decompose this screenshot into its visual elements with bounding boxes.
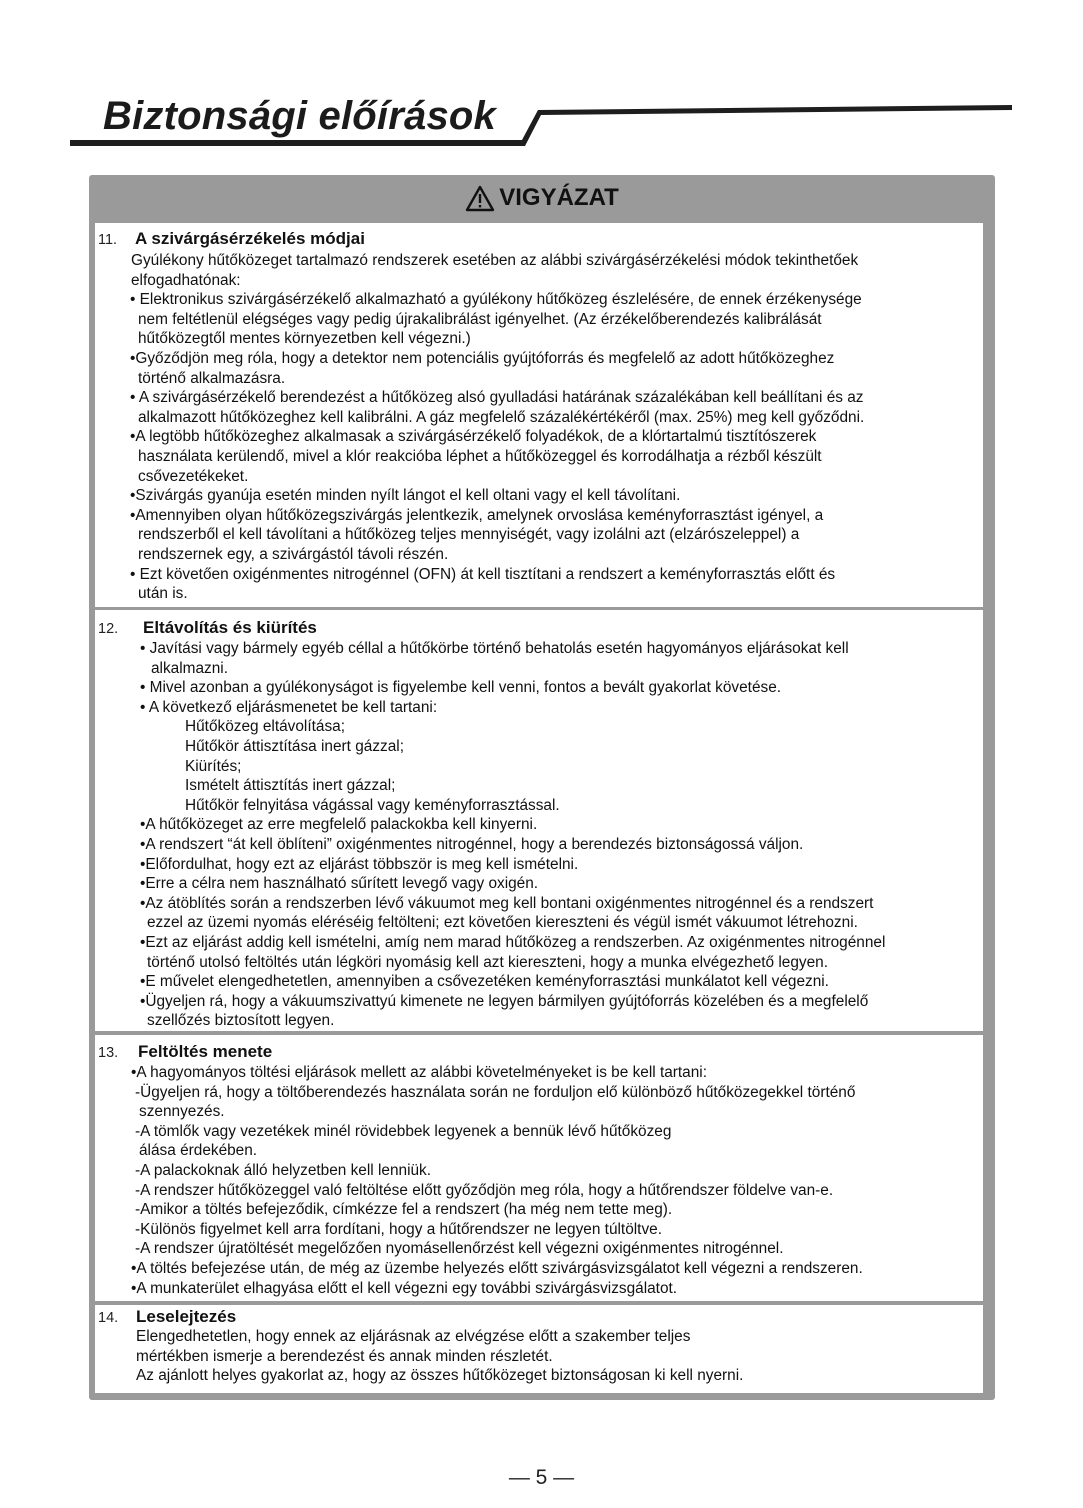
- text-line: -Ügyeljen rá, hogy a töltőberendezés használata során ne forduljon elő különböző hűtőközegekkel történő: [135, 1083, 856, 1101]
- text-line: alkalmazott hűtőközeghez kell kalibrálni. A gáz megfelelő százalékértékéről (max. 25%) meg kell győződni.: [138, 408, 865, 426]
- section-title: Feltöltés menete: [138, 1042, 273, 1061]
- text-line: •A töltés befejezése után, de még az üzembe helyezés előtt szivárgásvizsgálatot kell végezni a rendszeren.: [131, 1259, 863, 1277]
- section-number: 14.: [98, 1310, 119, 1326]
- text-line: •Ezt az eljárást addig kell ismételni, amíg nem marad hűtőközeg a rendszerben. Az oxigénmentes nitrogénnel: [140, 933, 886, 951]
- text-line: • A szivárgásérzékelő berendezést a hűtőközeg alsó gyulladási határának százalékában kell beállítani és az: [130, 389, 864, 407]
- text-line: elfogadhatónak:: [131, 271, 241, 289]
- text-line: Hűtőkör áttisztítása inert gázzal;: [185, 737, 404, 755]
- warning-triangle-icon: [465, 185, 495, 212]
- text-line: Hűtőkör felnyitása vágással vagy keményforrasztással.: [185, 796, 560, 814]
- section-number: 11.: [98, 232, 118, 248]
- page-number: — 5 —: [508, 1466, 575, 1489]
- title-underline: [0, 0, 1083, 160]
- text-line: •Ügyeljen rá, hogy a vákuumszivattyú kimenete ne legyen bármilyen gyújtóforrás közelében és a megfelelő: [140, 992, 869, 1010]
- text-line: történő utolsó feltöltés után légköri nyomásig kell azt kiereszteni, hogy a munka elvégezhető legyen.: [147, 953, 828, 971]
- text-line: -A palackoknak álló helyzetben kell lenniük.: [135, 1161, 432, 1179]
- page-title: Biztonsági előírások: [103, 94, 496, 138]
- text-line: •Erre a célra nem használható sűrített levegő vagy oxigén.: [140, 875, 539, 893]
- text-line: • Javítási vagy bármely egyéb céllal a hűtőkörbe történő behatolás esetén hagyományos eljárásokat kell: [140, 640, 849, 657]
- text-line: -A rendszer hűtőközeggel való feltöltése előtt győződjön meg róla, hogy a hűtőrendszer földelve van-e.: [135, 1181, 834, 1199]
- text-line: Gyúlékony hűtőközeget tartalmazó rendszerek esetében az alábbi szivárgásérzékelési módok tekinthetőek: [131, 252, 859, 269]
- text-line: ezzel az üzemi nyomás eléréséig feltölteni; ezt követően kiereszteni és végül ismét vákuumot létrehozni.: [147, 914, 858, 932]
- text-line: •A rendszert “át kell öblíteni” oxigénmentes nitrogénnel, hogy a berendezés biztonságossá váljon.: [140, 835, 804, 853]
- text-line: •Győződjön meg róla, hogy a detektor nem potenciális gyújtóforrás és megfelelő az adott hűtőközeghez: [130, 349, 835, 367]
- section-11: [95, 223, 983, 607]
- text-line: Hűtőközeg eltávolítása;: [185, 718, 345, 736]
- section-title: Leselejtezés: [136, 1307, 237, 1326]
- text-line: Kiürítés;: [185, 757, 242, 775]
- caution-header: [89, 175, 995, 221]
- text-line: történő alkalmazásra.: [138, 369, 286, 387]
- text-line: •Az átöblítés során a rendszerben lévő vákuumot meg kell bontani oxigénmentes nitrogénnel és a rendszert: [140, 894, 874, 912]
- section-12: [95, 610, 983, 1031]
- text-line: Ismételt áttisztítás inert gázzal;: [185, 777, 396, 795]
- text-line: •A munkaterület elhagyása előtt el kell végezni egy további szivárgásvizsgálatot.: [131, 1279, 678, 1297]
- text-line: Elengedhetetlen, hogy ennek az eljárásnak az elvégzése előtt a szakember teljes: [136, 1328, 691, 1345]
- text-line: -Különös figyelmet kell arra fordítani, hogy a hűtőrendszer ne legyen túltöltve.: [135, 1220, 662, 1238]
- section-14: [95, 1305, 983, 1393]
- section-title: Eltávolítás és kiürítés: [143, 618, 317, 637]
- text-line: szennyezés.: [139, 1103, 225, 1121]
- section-title: A szivárgásérzékelés módjai: [135, 229, 365, 248]
- text-line: álása érdekében.: [139, 1142, 258, 1160]
- section-number: 13.: [98, 1045, 119, 1061]
- text-line: Az ajánlott helyes gyakorlat az, hogy az összes hűtőközeget biztonságosan ki kell nyerni.: [136, 1367, 744, 1385]
- text-line: • Ezt követően oxigénmentes nitrogénnel (OFN) át kell tisztítani a rendszert a keményforrasztás előtt és: [130, 565, 836, 583]
- text-line: •Szivárgás gyanúja esetén minden nyílt lángot el kell oltani vagy el kell távolítani.: [130, 487, 681, 505]
- text-line: • Mivel azonban a gyúlékonyságot is figyelembe kell venni, fontos a bevált gyakorlat követése.: [140, 679, 782, 697]
- caution-label: VIGYÁZAT: [499, 184, 619, 211]
- text-line: használata kerülendő, mivel a klór reakcióba léphet a hűtőközeggel és korrodálhatja a rézből készült: [138, 447, 822, 465]
- text-line: után is.: [138, 585, 188, 603]
- text-line: nem feltétlenül elégséges vagy pedig újrakalibrálást igényelhet. (Az érzékelőberendezés kalibrálását: [138, 310, 822, 328]
- text-line: • A következő eljárásmenetet be kell tartani:: [140, 698, 438, 716]
- text-line: -Amikor a töltés befejeződik, címkézze fel a rendszert (ha még nem tette meg).: [135, 1201, 673, 1219]
- text-line: •A hűtőközeget az erre megfelelő palackokba kell kinyerni.: [140, 816, 538, 834]
- text-line: szellőzés biztosított legyen.: [147, 1012, 335, 1030]
- text-line: •Előfordulhat, hogy ezt az eljárást többször is meg kell ismételni.: [140, 855, 579, 873]
- text-line: •A hagyományos töltési eljárások mellett az alábbi követelményeket is be kell tartani:: [131, 1064, 707, 1081]
- text-line: rendszernek egy, a szivárgástól távoli részén.: [138, 545, 449, 563]
- text-line: hűtőközegtől mentes környezetben kell végezni.): [138, 330, 471, 348]
- text-line: • Elektronikus szivárgásérzékelő alkalmazható a gyúlékony hűtőközeg észlelésére, de ennek érzékenysége: [130, 291, 862, 309]
- text-line: rendszerből el kell távolítani a hűtőközeg teljes mennyiségét, vagy izolálni azt (elzárószeleppel) a: [138, 526, 800, 544]
- section-13: [95, 1035, 983, 1301]
- text-line: csővezetékeket.: [138, 467, 249, 485]
- text-line: -A rendszer újratöltését megelőzően nyomásellenőrzést kell végezni oxigénmentes nitrogénnel.: [135, 1240, 784, 1258]
- text-line: •E művelet elengedhetetlen, amennyiben a csővezetéken keményforrasztási munkálatot kell végezni.: [140, 973, 829, 991]
- text-line: -A tömlők vagy vezetékek minél rövidebbek legyenek a bennük lévő hűtőközeg: [135, 1122, 672, 1140]
- text-line: alkalmazni.: [151, 659, 228, 677]
- text-line: •Amennyiben olyan hűtőközegszivárgás jelentkezik, amelynek orvoslása keményforrasztást igényel, a: [130, 506, 824, 524]
- text-line: •A legtöbb hűtőközeghez alkalmasak a szivárgásérzékelő folyadékok, de a klórtartalmú tisztítószerek: [130, 428, 817, 446]
- text-line: mértékben ismerje a berendezést és annak minden részletét.: [136, 1347, 553, 1365]
- section-number: 12.: [98, 621, 119, 637]
